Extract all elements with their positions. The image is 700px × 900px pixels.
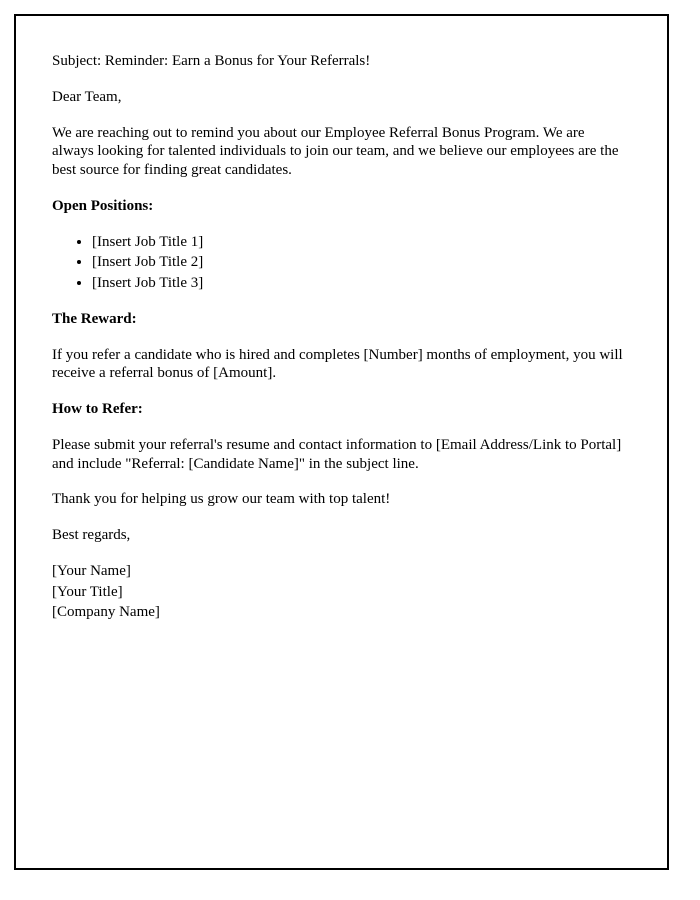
positions-list [52,233,629,293]
thanks-paragraph: Thank you for helping us grow our team with top talent! [52,491,391,508]
greeting: Dear Team, [52,88,122,105]
position-item: • [Insert Job Title 1] [92,233,629,252]
signature-title: [Your Title] [52,583,123,600]
signature-block [52,562,629,622]
signature-company: [Company Name] [52,604,160,621]
reward-paragraph: If you refer a candidate who is hired and completes [Number] months of employment, you will receive a referral bonus of [Amount]. [52,346,623,382]
closing-line: Best regards, [52,527,131,543]
refer-paragraph: Please submit your referral's resume and contact information to [Email Address/Link to Portal] and include "Referral: [Candidate Name]" in the subject line. [52,436,622,472]
position-item: • [Insert Job Title 3] [92,274,629,293]
open-positions-heading: Open Positions: [52,197,154,214]
subject-line: Subject: Reminder: Earn a Bonus for Your Referrals! [52,53,371,69]
position-item: • [Insert Job Title 2] [92,253,629,272]
letter-page [14,14,669,870]
signature-name: [Your Name] [52,562,131,579]
reward-heading: The Reward: [52,310,137,327]
intro-paragraph: We are reaching out to remind you about our Employee Referral Bonus Program. We are always looking for talented individuals to join our team, and we believe our employees are the best source for finding great candidates. [52,124,619,178]
how-to-refer-heading: How to Refer: [52,401,143,417]
